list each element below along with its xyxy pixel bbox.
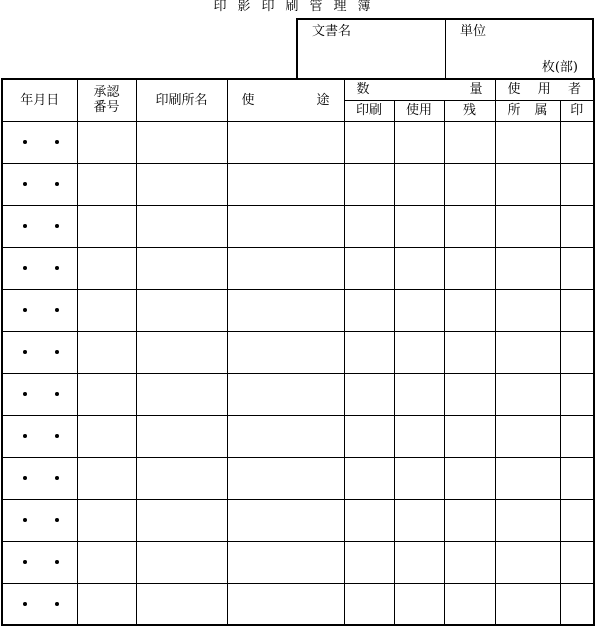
table-row bbox=[2, 205, 594, 247]
entry-cell[interactable] bbox=[227, 541, 344, 583]
date-cell[interactable] bbox=[2, 121, 77, 163]
box-divider bbox=[445, 20, 446, 80]
entry-cell[interactable] bbox=[227, 415, 344, 457]
header-user-1: 使 bbox=[507, 82, 521, 98]
outline-step-horizontal bbox=[1, 78, 298, 80]
entry-cell[interactable] bbox=[444, 289, 495, 331]
entry-cell[interactable] bbox=[344, 247, 394, 289]
entry-cell[interactable] bbox=[227, 205, 344, 247]
entry-cell[interactable] bbox=[495, 499, 560, 541]
entry-cell[interactable] bbox=[77, 415, 136, 457]
entry-cell[interactable] bbox=[444, 373, 495, 415]
header-user-2: 用 bbox=[537, 82, 551, 98]
date-separator-dot bbox=[23, 392, 27, 396]
header-seal-label: 印 bbox=[570, 103, 584, 118]
entry-cell[interactable] bbox=[560, 163, 594, 205]
date-cell[interactable] bbox=[2, 247, 77, 289]
entry-cell[interactable] bbox=[495, 331, 560, 373]
date-separator-dot bbox=[55, 182, 59, 186]
table-row bbox=[2, 247, 594, 289]
entry-cell[interactable] bbox=[77, 205, 136, 247]
entry-cell[interactable] bbox=[136, 163, 227, 205]
header-department-right: 属 bbox=[534, 103, 548, 118]
header-department bbox=[495, 100, 560, 121]
entry-cell[interactable] bbox=[394, 289, 444, 331]
entry-cell[interactable] bbox=[136, 289, 227, 331]
entry-cell[interactable] bbox=[560, 373, 594, 415]
date-separator-dot bbox=[55, 224, 59, 228]
entry-cell[interactable] bbox=[344, 373, 394, 415]
entry-cell[interactable] bbox=[77, 331, 136, 373]
entry-cell[interactable] bbox=[495, 457, 560, 499]
entry-cell[interactable] bbox=[444, 415, 495, 457]
date-separator-dot bbox=[23, 602, 27, 606]
entry-cell[interactable] bbox=[394, 373, 444, 415]
entry-cell[interactable] bbox=[227, 331, 344, 373]
date-separator-dot bbox=[23, 560, 27, 564]
entry-cell[interactable] bbox=[344, 415, 394, 457]
entry-cell[interactable] bbox=[136, 457, 227, 499]
date-separator-dot bbox=[23, 476, 27, 480]
entry-cell[interactable] bbox=[560, 583, 594, 625]
table-row bbox=[2, 163, 594, 205]
date-separator-dot bbox=[55, 602, 59, 606]
entry-cell[interactable] bbox=[136, 121, 227, 163]
entry-cell[interactable] bbox=[344, 289, 394, 331]
entry-cell[interactable] bbox=[136, 541, 227, 583]
document-info-box bbox=[296, 18, 594, 80]
entry-cell[interactable] bbox=[344, 121, 394, 163]
entry-cell[interactable] bbox=[227, 121, 344, 163]
entry-cell[interactable] bbox=[394, 457, 444, 499]
entry-cell[interactable] bbox=[136, 331, 227, 373]
date-cell[interactable] bbox=[2, 331, 77, 373]
entry-cell[interactable] bbox=[136, 583, 227, 625]
entry-cell[interactable] bbox=[227, 499, 344, 541]
header-usage bbox=[227, 79, 344, 121]
date-separator-dot bbox=[23, 308, 27, 312]
date-separator-dot bbox=[55, 308, 59, 312]
entry-cell[interactable] bbox=[344, 457, 394, 499]
entry-cell[interactable] bbox=[227, 163, 344, 205]
date-cell[interactable] bbox=[2, 415, 77, 457]
date-separator-dot bbox=[23, 266, 27, 270]
header-quantity-right: 量 bbox=[469, 82, 483, 98]
entry-cell[interactable] bbox=[560, 289, 594, 331]
entry-cell[interactable] bbox=[136, 247, 227, 289]
table-row bbox=[2, 331, 594, 373]
table-body bbox=[2, 79, 594, 625]
entry-cell[interactable] bbox=[136, 373, 227, 415]
entry-cell[interactable] bbox=[77, 583, 136, 625]
entry-cell[interactable] bbox=[394, 499, 444, 541]
entry-cell[interactable] bbox=[136, 415, 227, 457]
date-separator-dot bbox=[55, 560, 59, 564]
header-use-label: 使用 bbox=[405, 103, 432, 118]
header-user-3: 者 bbox=[567, 82, 581, 98]
header-approval-number bbox=[77, 79, 136, 121]
entry-cell[interactable] bbox=[495, 121, 560, 163]
entry-cell[interactable] bbox=[77, 499, 136, 541]
header-approval-line2: 番号 bbox=[93, 100, 120, 116]
date-separator-dot bbox=[55, 476, 59, 480]
entry-cell[interactable] bbox=[77, 247, 136, 289]
entry-cell[interactable] bbox=[344, 331, 394, 373]
table-row bbox=[2, 583, 594, 625]
entry-cell[interactable] bbox=[77, 163, 136, 205]
header-date bbox=[2, 79, 77, 121]
entry-cell[interactable] bbox=[344, 163, 394, 205]
document-name-label: 文書名 bbox=[312, 24, 352, 39]
table-row bbox=[2, 499, 594, 541]
header-user bbox=[495, 79, 594, 100]
entry-cell[interactable] bbox=[495, 415, 560, 457]
entry-cell[interactable] bbox=[77, 289, 136, 331]
entry-cell[interactable] bbox=[560, 121, 594, 163]
header-department-left: 所 bbox=[507, 103, 521, 118]
date-separator-dot bbox=[55, 392, 59, 396]
header-usage-left: 使 bbox=[241, 92, 255, 108]
entry-cell[interactable] bbox=[227, 289, 344, 331]
entry-cell[interactable] bbox=[394, 121, 444, 163]
entry-cell[interactable] bbox=[560, 205, 594, 247]
table-row bbox=[2, 289, 594, 331]
entry-cell[interactable] bbox=[136, 499, 227, 541]
table-row bbox=[2, 373, 594, 415]
date-separator-dot bbox=[23, 224, 27, 228]
entry-cell[interactable] bbox=[344, 499, 394, 541]
entry-cell[interactable] bbox=[77, 541, 136, 583]
entry-cell[interactable] bbox=[560, 415, 594, 457]
entry-cell[interactable] bbox=[227, 247, 344, 289]
table-row bbox=[2, 415, 594, 457]
header-print bbox=[344, 100, 394, 121]
entry-cell[interactable] bbox=[344, 541, 394, 583]
table-row bbox=[2, 121, 594, 163]
entry-cell[interactable] bbox=[394, 205, 444, 247]
header-row-1 bbox=[2, 79, 594, 100]
header-quantity-left: 数 bbox=[356, 82, 370, 98]
header-seal bbox=[560, 100, 594, 121]
header-print-label: 印刷 bbox=[355, 103, 382, 118]
entry-cell[interactable] bbox=[560, 247, 594, 289]
entry-cell[interactable] bbox=[77, 373, 136, 415]
table-row bbox=[2, 457, 594, 499]
entry-cell[interactable] bbox=[444, 499, 495, 541]
date-cell[interactable] bbox=[2, 163, 77, 205]
header-approval-line1: 承認 bbox=[93, 85, 120, 101]
date-separator-dot bbox=[55, 350, 59, 354]
entry-cell[interactable] bbox=[394, 415, 444, 457]
print-log-table bbox=[1, 78, 595, 626]
date-cell[interactable] bbox=[2, 541, 77, 583]
entry-cell[interactable] bbox=[495, 541, 560, 583]
entry-cell[interactable] bbox=[344, 205, 394, 247]
entry-cell[interactable] bbox=[344, 583, 394, 625]
date-separator-dot bbox=[23, 182, 27, 186]
entry-cell[interactable] bbox=[444, 331, 495, 373]
date-separator-dot bbox=[23, 434, 27, 438]
date-separator-dot bbox=[55, 518, 59, 522]
header-remaining-label: 残 bbox=[462, 103, 476, 118]
entry-cell[interactable] bbox=[560, 499, 594, 541]
header-print-place bbox=[136, 79, 227, 121]
entry-cell[interactable] bbox=[394, 583, 444, 625]
entry-cell[interactable] bbox=[495, 205, 560, 247]
date-separator-dot bbox=[55, 266, 59, 270]
date-cell[interactable] bbox=[2, 457, 77, 499]
entry-cell[interactable] bbox=[444, 121, 495, 163]
header-remaining bbox=[444, 100, 495, 121]
date-separator-dot bbox=[23, 518, 27, 522]
entry-cell[interactable] bbox=[227, 583, 344, 625]
date-separator-dot bbox=[55, 434, 59, 438]
entry-cell[interactable] bbox=[560, 331, 594, 373]
entry-cell[interactable] bbox=[495, 247, 560, 289]
entry-cell[interactable] bbox=[77, 121, 136, 163]
entry-cell[interactable] bbox=[444, 583, 495, 625]
date-cell[interactable] bbox=[2, 373, 77, 415]
header-date-label: 年月日 bbox=[20, 92, 60, 108]
entry-cell[interactable] bbox=[495, 373, 560, 415]
date-separator-dot bbox=[23, 140, 27, 144]
date-cell[interactable] bbox=[2, 205, 77, 247]
entry-cell[interactable] bbox=[495, 163, 560, 205]
header-usage-right: 途 bbox=[316, 92, 330, 108]
date-cell[interactable] bbox=[2, 289, 77, 331]
entry-cell[interactable] bbox=[444, 205, 495, 247]
table-row bbox=[2, 541, 594, 583]
header-quantity bbox=[344, 79, 495, 100]
unit-value: 枚(部) bbox=[541, 60, 578, 75]
entry-cell[interactable] bbox=[227, 373, 344, 415]
header-print-place-label: 印刷所名 bbox=[155, 92, 208, 108]
header-use bbox=[394, 100, 444, 121]
entry-cell[interactable] bbox=[444, 247, 495, 289]
entry-cell[interactable] bbox=[444, 541, 495, 583]
entry-cell[interactable] bbox=[560, 541, 594, 583]
date-separator-dot bbox=[55, 140, 59, 144]
entry-cell[interactable] bbox=[394, 247, 444, 289]
unit-label: 単位 bbox=[460, 24, 487, 39]
page-title: 印影印刷管理簿 bbox=[213, 0, 382, 14]
entry-cell[interactable] bbox=[495, 583, 560, 625]
entry-cell[interactable] bbox=[394, 331, 444, 373]
date-cell[interactable] bbox=[2, 499, 77, 541]
entry-cell[interactable] bbox=[444, 457, 495, 499]
entry-cell[interactable] bbox=[136, 205, 227, 247]
entry-cell[interactable] bbox=[560, 457, 594, 499]
date-cell[interactable] bbox=[2, 583, 77, 625]
entry-cell[interactable] bbox=[444, 163, 495, 205]
date-separator-dot bbox=[23, 350, 27, 354]
entry-cell[interactable] bbox=[394, 541, 444, 583]
entry-cell[interactable] bbox=[495, 289, 560, 331]
entry-cell[interactable] bbox=[394, 163, 444, 205]
entry-cell[interactable] bbox=[77, 457, 136, 499]
entry-cell[interactable] bbox=[227, 457, 344, 499]
